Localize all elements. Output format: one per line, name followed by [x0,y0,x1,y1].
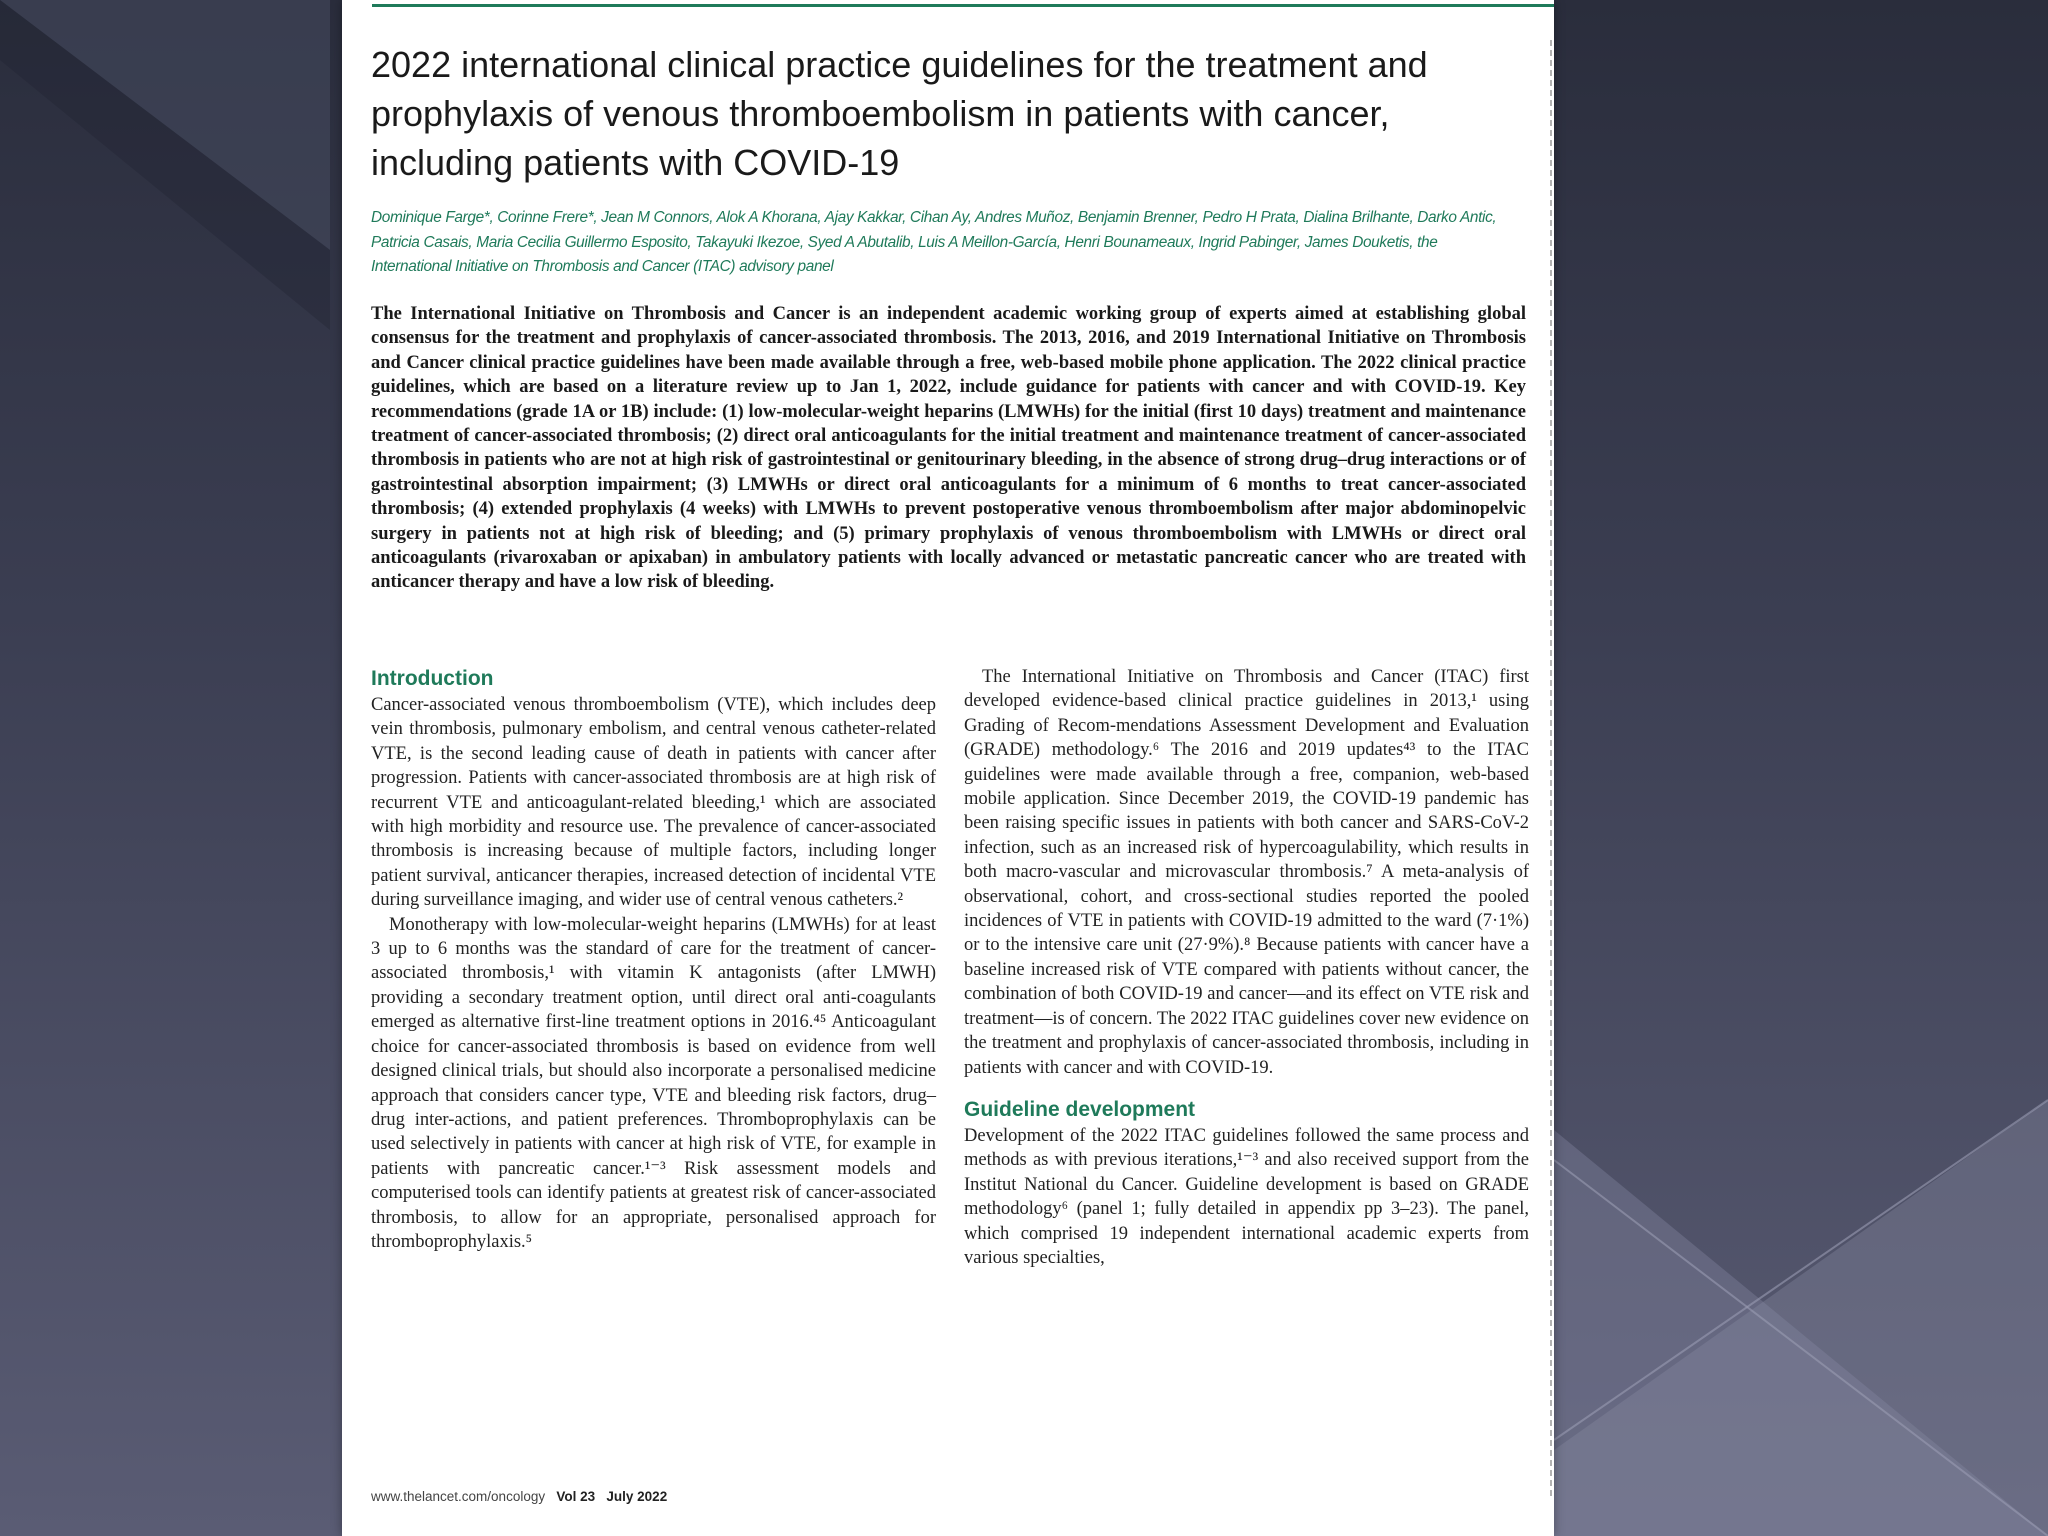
header-rule [372,4,1554,7]
left-column [371,665,936,1254]
journal-url: www.thelancet.com/oncology [371,1489,546,1504]
guideline-paragraph: Development of the 2022 ITAC guidelines followed the same process and methods as with previous iterations,¹⁻³ and also received support from the Institut National du Cancer. Guideline development is based on GRADE methodology⁶ (panel 1; fully detailed in appendix pp 3–23). The panel, which comprised 19 independent international academic experts from various specialties, [964,1125,1529,1268]
guideline-development-heading: Guideline development [964,1097,1196,1121]
abstract: The International Initiative on Thrombosis and Cancer is an independent academic working group of experts aimed at establishing global consensus for the treatment and prophylaxis of cancer-associated thrombosis. The 2013, 2016, and 2019 International Initiative on Thrombosis and Cancer clinical practice guidelines have been made available through a free, web-based mobile phone application. The 2022 clinical practice guidelines, which are based on a literature review up to Jan 1, 2022, include guidance for patients with cancer and with COVID-19. Key recommendations (grade 1A or 1B) include: (1) low-molecular-weight heparins (LMWHs) for the initial (first 10 days) treatment and maintenance treatment of cancer-associated thrombosis; (2) direct oral anticoagulants for the initial treatment and maintenance treatment of cancer-associated thrombosis in patients who are not at high risk of gastrointestinal or genitourinary bleeding, in the absence of strong drug–drug interactions or of gastrointestinal absorption impairment; (3) LMWHs or direct oral anticoagulants for a minimum of 6 months to treat cancer-associated thrombosis; (4) extended prophylaxis (4 weeks) with LMWHs to prevent postoperative venous thromboembolism after major abdominopelvic surgery in patients not at high risk of bleeding; and (5) primary prophylaxis of venous thromboembolism with LMWHs or direct oral anticoagulants (rivaroxaban or apixaban) in ambulatory patients with locally advanced or metastatic pancreatic cancer who are treated with anticancer therapy and have a low risk of bleeding. [371,304,1526,593]
issue-date: July 2022 [606,1489,668,1504]
introduction-heading: Introduction [371,667,494,690]
volume: Vol 23 [556,1489,596,1504]
author-list: Dominique Farge*, Corinne Frere*, Jean M Connors, Alok A Khorana, Ajay Kakkar, Cihan Ay, Andres Muñoz, Benjamin Brenner, Pedro H Prata, Dialina Brilhante, Darko Antic, Patricia Casais, Maria Cecilia Guillermo Esposito, Takayuki Ikezoe, Syed A Abutalib, Luis A Meillon-García, Henri Bounameaux, Ingrid Pabinger, James Douketis, the International Initiative on Thrombosis and Cancer (ITAC) advisory panel [371,209,1497,275]
right-column [964,665,1529,1270]
page-footer [371,1489,667,1504]
article-title: 2022 international clinical practice guidelines for the treatment and prophylaxis of venous thromboembolism in patients with cancer, including patients with COVID-19 [371,44,1428,183]
article-page [342,0,1554,1536]
intro-paragraph-2: Monotherapy with low-molecular-weight heparins (LMWHs) for at least 3 up to 6 months was the standard of care for the treatment of cancer-associated thrombosis,¹ with vitamin K antagonists (after LMWH) providing a secondary treatment option, until direct oral anti-coagulants emerged as alternative first-line treatment options in 2016.⁴⁵ Anticoagulant choice for cancer-associated thrombosis is based on evidence from well designed clinical trials, but should also incorporate a personalised medicine approach that considers cancer type, VTE and bleeding risk factors, drug–drug inter-actions, and patient preferences. Thromboprophylaxis can be used selectively in patients with cancer at high risk of VTE, for example in patients with pancreatic cancer.¹⁻³ Risk assessment models and computerised tools can identify patients at greatest risk of cancer-associated thrombosis, to allow for an appropriate, personalised approach for thromboprophylaxis.⁵ [371,914,936,1252]
intro-paragraph-1: Cancer-associated venous thromboembolism (VTE), which includes deep vein thrombosis, pulmonary embolism, and central venous catheter-related VTE, is the second leading cause of death in patients with cancer after progression. Patients with cancer-associated thrombosis are at high risk of recurrent VTE and anticoagulant-related bleeding,¹ which are associated with high morbidity and resource use. The prevalence of cancer-associated thrombosis is increasing because of multiple factors, including longer patient survival, anticancer therapies, increased detection of incidental VTE during surveillance imaging, and wider use of central venous catheters.² [371,695,936,911]
itac-paragraph: The International Initiative on Thrombosis and Cancer (ITAC) first developed evidence-based clinical practice guidelines in 2013,¹ using Grading of Recom-mendations Assessment Development and Evaluation (GRADE) methodology.⁶ The 2016 and 2019 updates⁴³ to the ITAC guidelines were made available through a free, companion, web-based mobile application. Since December 2019, the COVID-19 pandemic has been raising specific issues in patients with both cancer and SARS-CoV-2 infection, such as an increased risk of hypercoagulability, which results in both macro-vascular and microvascular thrombosis.⁷ A meta-analysis of observational, cohort, and cross-sectional studies reported the pooled incidences of VTE in patients with COVID-19 admitted to the ward (7·1%) or to the intensive care unit (27·9%).⁸ Because patients with cancer have a baseline increased risk of VTE compared with patients without cancer, the combination of both COVID-19 and cancer—and its effect on VTE risk and treatment—is of concern. The 2022 ITAC guidelines cover new evidence on the treatment and prophylaxis of cancer-associated thrombosis, including in patients with cancer and with COVID-19. [964,667,1529,1078]
page-edge-divider [1550,40,1552,1496]
